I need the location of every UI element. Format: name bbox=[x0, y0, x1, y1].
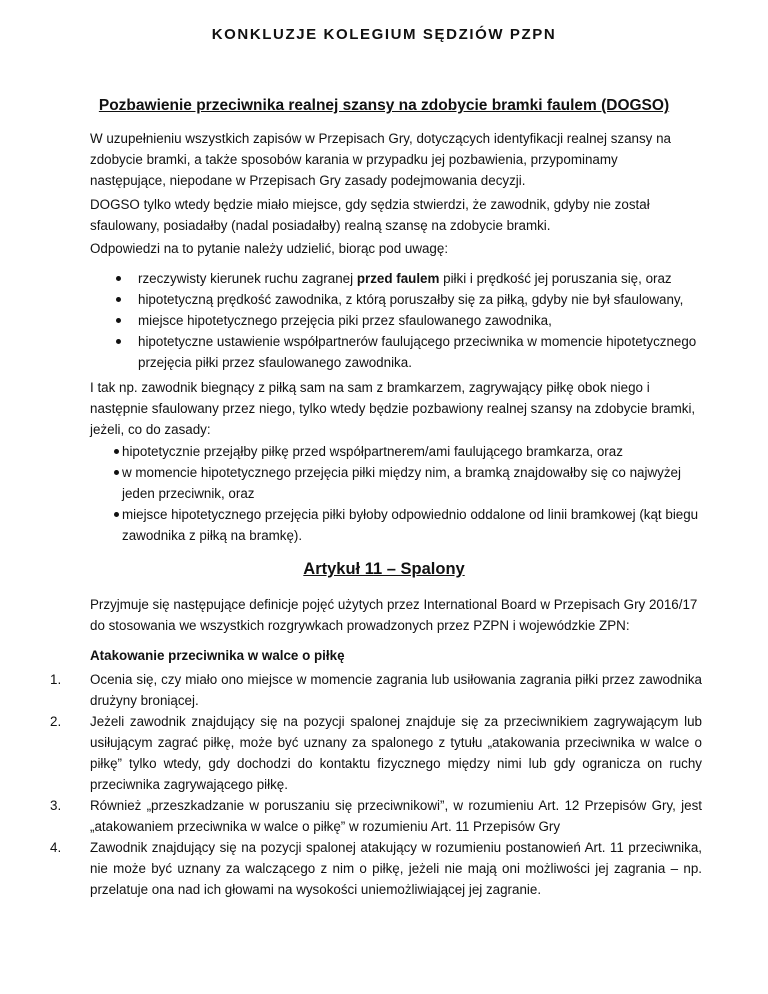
item-number: 2. bbox=[50, 714, 62, 729]
paragraph-criteria-lead: Odpowiedzi na to pytanie należy udzielić, biorąc pod uwagę: bbox=[90, 241, 449, 256]
section-title-dogso: Pozbawienie przeciwnika realnej szansy na zdobycie bramki faulem (DOGSO) bbox=[98, 97, 670, 114]
list-item: miejsce hipotetycznego przejęcia piki przez sfaulowanego zawodnika, bbox=[90, 310, 700, 331]
list-item: hipotetyczne ustawienie współpartnerów faulującego przeciwnika w momencie hipotetycznego przejęcia piłki przez sfaulowanego zawodnika. bbox=[90, 331, 700, 373]
bullet-icon bbox=[116, 318, 121, 323]
list-item: hipotetyczną prędkość zawodnika, z którą poruszałby się za piłką, gdyby nie był sfaulowany, bbox=[90, 289, 700, 310]
criteria-list bbox=[90, 268, 700, 373]
section-title-offside: Artykuł 11 – Spalony bbox=[303, 560, 465, 578]
bold-text: przed faulem bbox=[356, 271, 440, 286]
list-item: 2. Jeżeli zawodnik znajdujący się na pozycji spalonej znajduje się za przeciwnikiem zagrywającym lub usiłującym zagrać piłkę, może być uznany za spalonego z tytułu „atakowania przeciwnika w walce o piłkę” tylko wtedy, gdy dochodzi do kontaktu fizycznego między nimi lub gdy ogranicza on ruchy przeciwnika zagrywającego piłkę. bbox=[0, 711, 702, 795]
example-conditions-list bbox=[90, 441, 700, 546]
list-item: 3. Również „przeszkadzanie w poruszaniu się przeciwnikowi”, w rozumieniu Art. 12 Przepisów Gry, jest „atakowaniem przeciwnika w walce o piłkę” w rozumieniu Art. 11 Przepisów Gry bbox=[0, 795, 702, 837]
paragraph-dogso-definition: DOGSO tylko wtedy będzie miało miejsce, gdy sędzia stwierdzi, że zawodnik, gdyby nie został sfaulowany, posiadałby (nadal posiadałby) realną szansę na zdobycie bramki. bbox=[90, 197, 650, 233]
offside-rules-list bbox=[0, 669, 768, 900]
bullet-icon bbox=[116, 297, 121, 302]
document-header: KONKLUZJE KOLEGIUM SĘDZIÓW PZPN bbox=[211, 26, 557, 43]
paragraph-intro: W uzupełnieniu wszystkich zapisów w Przepisach Gry, dotyczących identyfikacji realnej szansy na zdobycie bramki, a także sposobów karania w przypadku jej pozbawienia, przypominamy następujące, niepodane w Przepisach Gry zasady podejmowania decyzji. bbox=[90, 131, 671, 188]
bullet-icon bbox=[114, 470, 119, 475]
item-number: 3. bbox=[50, 798, 62, 813]
item-number: 1. bbox=[50, 672, 62, 687]
bullet-icon bbox=[116, 339, 121, 344]
item-number: 4. bbox=[50, 840, 62, 855]
paragraph-definitions-intro: Przyjmuje się następujące definicje pojęć użytych przez International Board w Przepisach Gry 2016/17 do stosowania we wszystkich rozgrywkach prowadzonych przez PZPN i wojewódzkie ZPN: bbox=[90, 597, 698, 633]
bullet-icon bbox=[114, 449, 119, 454]
list-item: rzeczywisty kierunek ruchu zagranej przed faulem piłki i prędkość jej poruszania się, oraz bbox=[90, 268, 700, 289]
paragraph-example: I tak np. zawodnik biegnący z piłką sam na sam z bramkarzem, zagrywający piłkę obok niego i następnie sfaulowany przez niego, tylko wtedy będzie pozbawiony realnej szansy na zdobycie bramki, jeżeli, co do zasady: bbox=[90, 380, 696, 437]
list-item: 4. Zawodnik znajdujący się na pozycji spalonej atakujący w rozumieniu postanowień Art. 11 przeciwnika, nie może być uznany za walczącego z nim o piłkę, jeżeli nie mają oni możliwości jej zagrania – np. przelatuje ona nad ich głowami na wysokości uniemożliwiającej jej zagranie. bbox=[0, 837, 702, 900]
bullet-icon bbox=[116, 276, 121, 281]
list-item: 1. Ocenia się, czy miało ono miejsce w momencie zagrania lub usiłowania zagrania piłki przez zawodnika drużyny broniącej. bbox=[0, 669, 702, 711]
list-item: w momencie hipotetycznego przejęcia piłki między nim, a bramką znajdowałby się co najwyżej jeden przeciwnik, oraz bbox=[90, 462, 700, 504]
subheading-attacking-opponent: Atakowanie przeciwnika w walce o piłkę bbox=[90, 648, 345, 663]
list-item: hipotetycznie przejąłby piłkę przed współpartnerem/ami faulującego bramkarza, oraz bbox=[90, 441, 700, 462]
list-item: miejsce hipotetycznego przejęcia piłki byłoby odpowiednio oddalone od linii bramkowej (kąt biegu zawodnika z piłką na bramkę). bbox=[90, 504, 700, 546]
bullet-icon bbox=[114, 512, 119, 517]
